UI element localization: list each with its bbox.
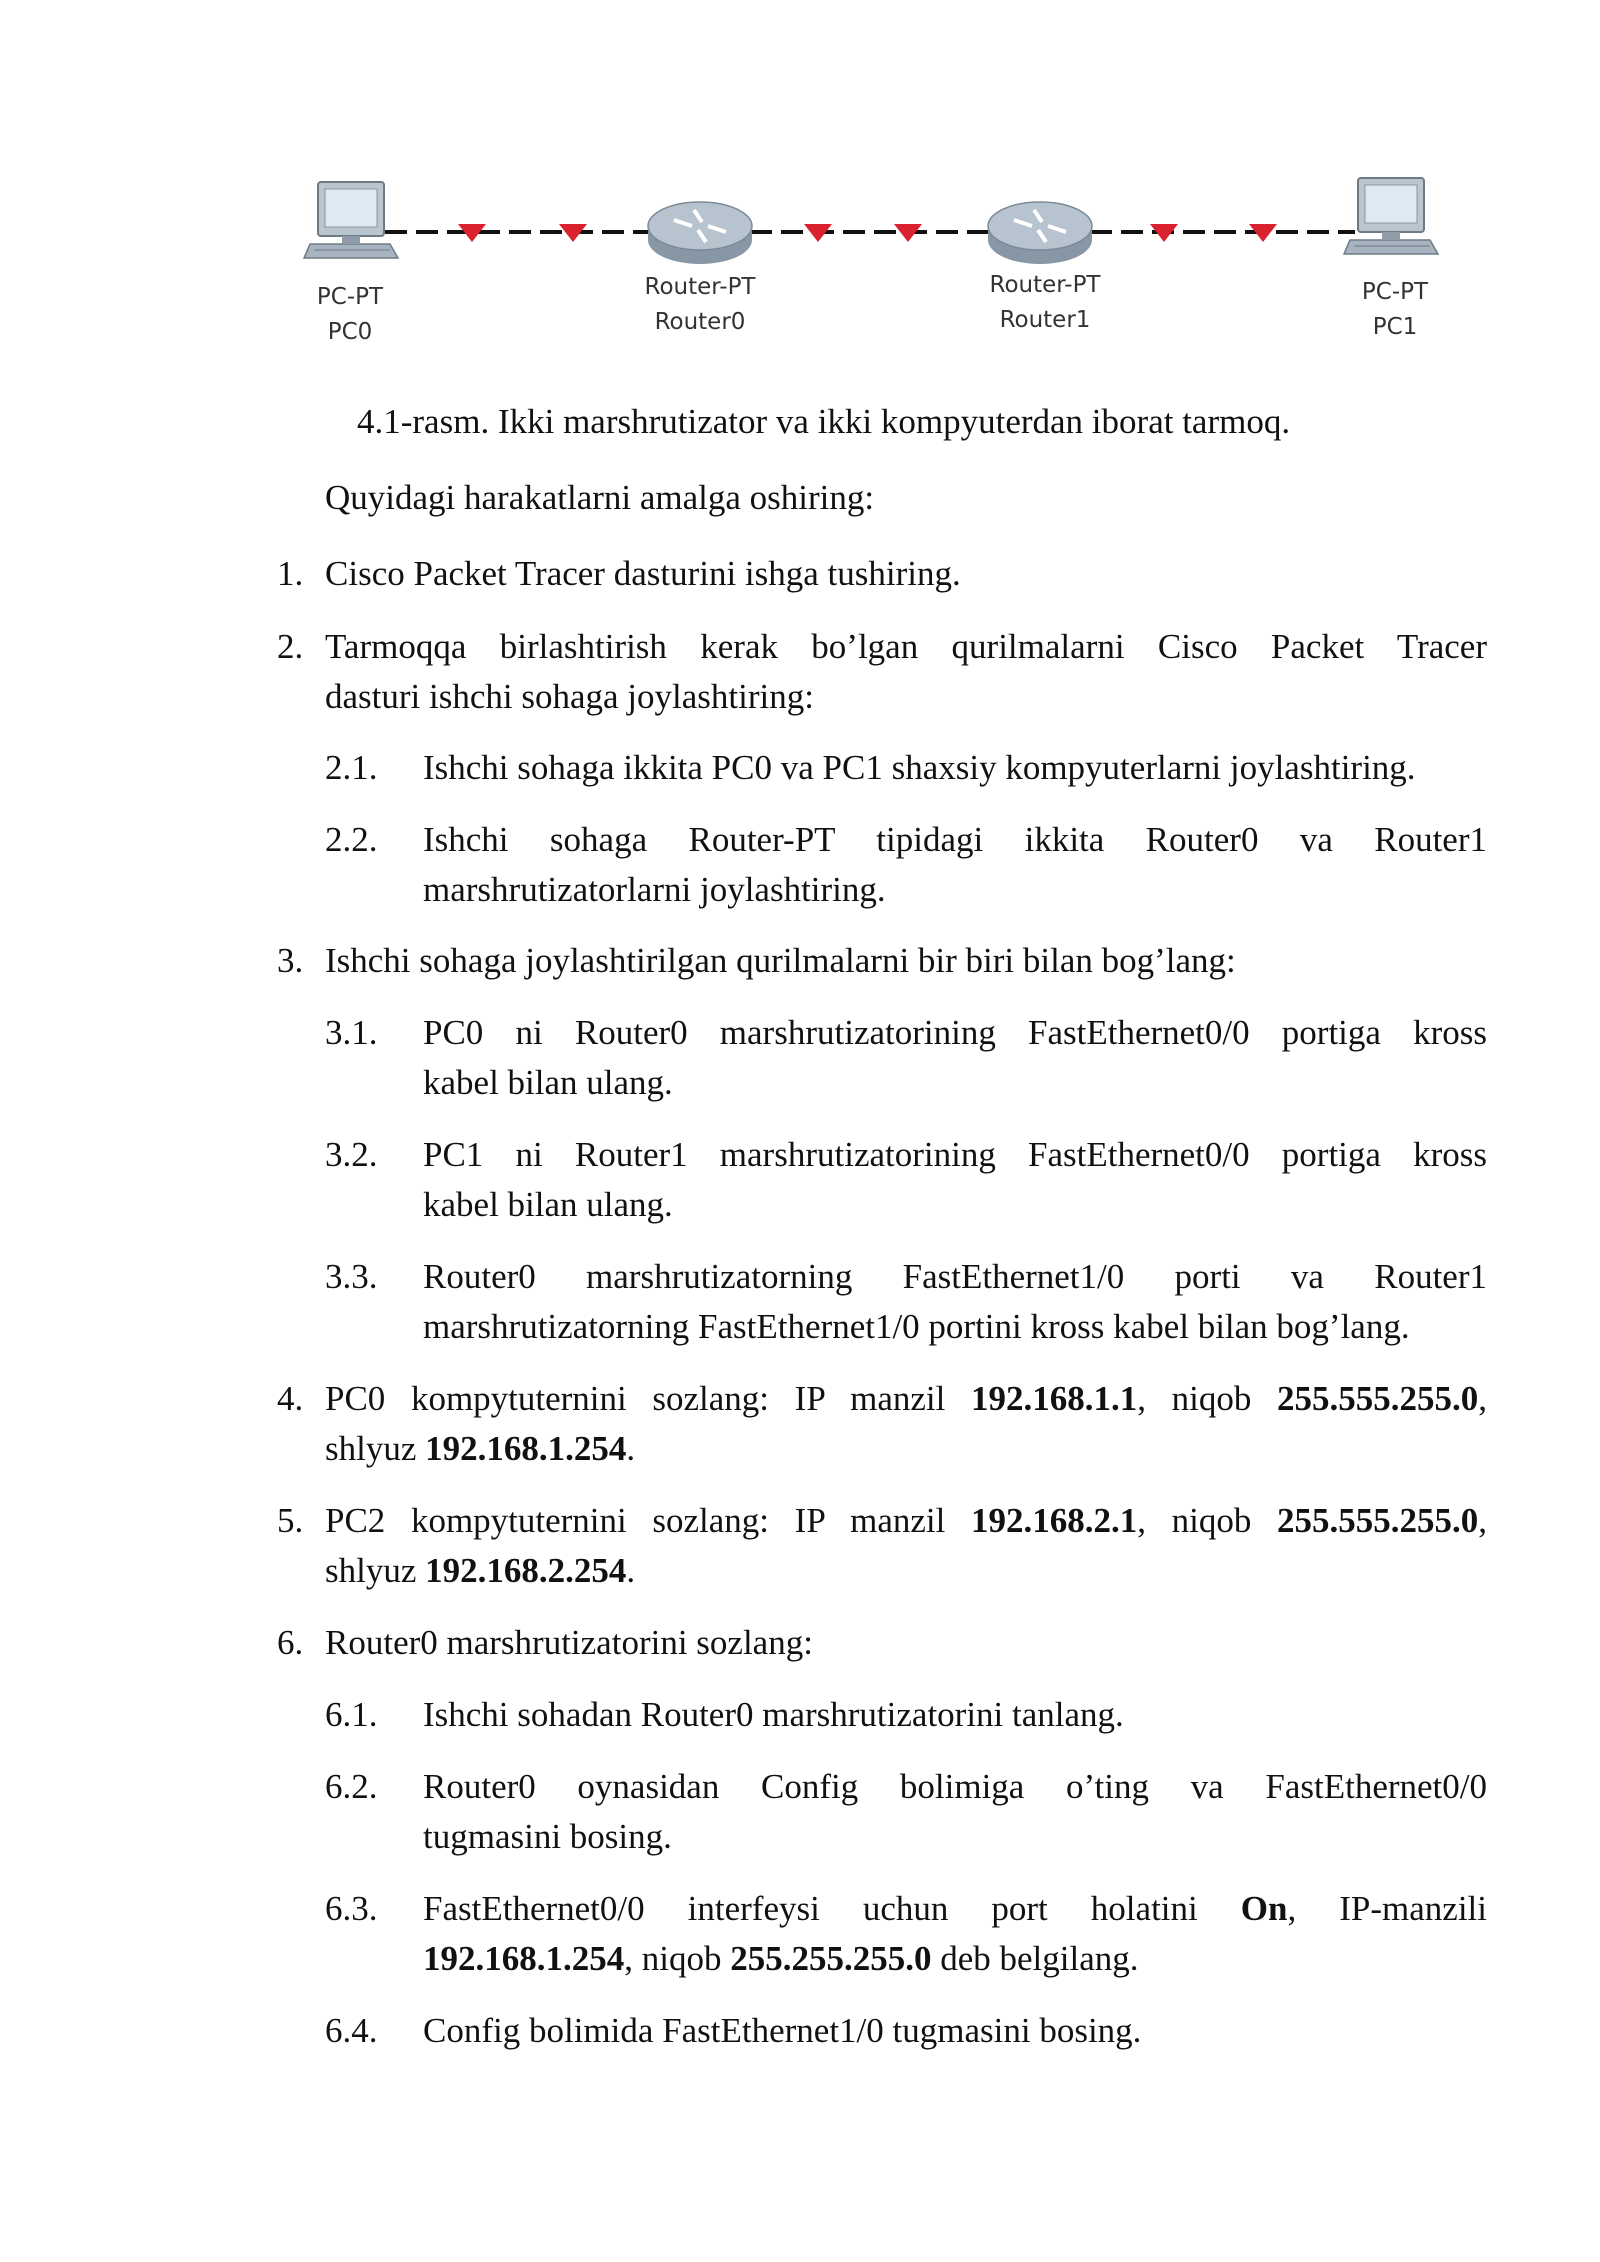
figure-caption: 4.1-rasm. Ikki marshrutizator va ikki kompyuterdan iborat tarmoq. xyxy=(357,402,1291,441)
router-icon xyxy=(648,202,752,264)
list-number: 4. xyxy=(277,1379,304,1418)
network-topology-figure xyxy=(280,170,1480,370)
list-number: 3.3. xyxy=(325,1257,378,1296)
list-item-1: Cisco Packet Tracer dasturini ishga tushiring. xyxy=(325,554,961,593)
list-item-3-3-line2: marshrutizatorning FastEthernet1/0 portini kross kabel bilan bog’lang. xyxy=(423,1307,1410,1346)
list-item-4-line2: shlyuz 192.168.1.254. xyxy=(325,1429,636,1468)
ip-address: 192.168.2.1 xyxy=(971,1501,1138,1540)
device-name-label: Router0 xyxy=(654,309,746,335)
list-number: 6.3. xyxy=(325,1889,378,1928)
device-label-pc0 xyxy=(270,280,430,350)
list-item-6-2-line1: Router0 oynasidan Config bolimiga o’ting va FastEthernet0/0 xyxy=(423,1767,1487,1806)
list-item-4-line1: PC0 kompytuternini sozlang: IP manzil 192.168.1.1, niqob 255.555.255.0, xyxy=(325,1379,1487,1418)
device-type-label: PC-PT xyxy=(1361,279,1429,305)
intro-text: Quyidagi harakatlarni amalga oshiring: xyxy=(325,478,875,517)
list-number: 2. xyxy=(277,627,304,666)
device-label-pc1 xyxy=(1315,275,1475,345)
list-number: 3.2. xyxy=(325,1135,378,1174)
list-number: 6. xyxy=(277,1623,304,1662)
list-item-3-3-line1: Router0 marshrutizatorning FastEthernet1/0 porti va Router1 xyxy=(423,1257,1487,1296)
device-type-label: PC-PT xyxy=(316,284,384,310)
list-item-2-2-line1: Ishchi sohaga Router-PT tipidagi ikkita Router0 va Router1 xyxy=(423,820,1487,859)
list-number: 6.2. xyxy=(325,1767,378,1806)
list-item-3: Ishchi sohaga joylashtirilgan qurilmalarni bir biri bilan bog’lang: xyxy=(325,941,1236,980)
device-label-router0 xyxy=(620,270,780,340)
list-item-6-4: Config bolimida FastEthernet1/0 tugmasini bosing. xyxy=(423,2011,1142,2050)
ip-address: 192.168.1.1 xyxy=(971,1379,1138,1418)
port-state: On xyxy=(1240,1889,1288,1928)
list-item-6-3-line1: FastEthernet0/0 interfeysi uchun port holatini On, IP-manzili xyxy=(423,1889,1488,1928)
list-item-2-1: Ishchi sohaga ikkita PC0 va PC1 shaxsiy kompyuterlarni joylashtiring. xyxy=(423,748,1416,787)
device-name-label: Router1 xyxy=(999,307,1091,333)
pc-icon xyxy=(1344,178,1438,254)
gateway-address: 192.168.1.254 xyxy=(425,1429,627,1468)
list-item-3-1-line1: PC0 ni Router0 marshrutizatorining FastEthernet0/0 portiga kross xyxy=(423,1013,1487,1052)
device-name-label: PC0 xyxy=(327,319,373,345)
list-item-6-3-line2: 192.168.1.254, niqob 255.255.255.0 deb belgilang. xyxy=(423,1939,1139,1978)
topology-links xyxy=(280,170,1480,290)
list-item-6-2-line2: tugmasini bosing. xyxy=(423,1817,672,1856)
ip-address: 192.168.1.254 xyxy=(423,1939,625,1978)
gateway-address: 192.168.2.254 xyxy=(425,1551,627,1590)
device-type-label: Router-PT xyxy=(989,272,1101,298)
pc-icon xyxy=(304,182,398,258)
list-number: 5. xyxy=(277,1501,304,1540)
list-item-5-line1: PC2 kompytuternini sozlang: IP manzil 192.168.2.1, niqob 255.555.255.0, xyxy=(325,1501,1487,1540)
list-item-6-1: Ishchi sohadan Router0 marshrutizatorini tanlang. xyxy=(423,1695,1124,1734)
list-item-2-line2: dasturi ishchi sohaga joylashtiring: xyxy=(325,677,814,716)
list-item-6: Router0 marshrutizatorini sozlang: xyxy=(325,1623,813,1662)
subnet-mask: 255.555.255.0 xyxy=(1277,1501,1479,1540)
list-number: 1. xyxy=(277,554,304,593)
device-label-router1 xyxy=(965,268,1125,338)
device-type-label: Router-PT xyxy=(644,274,756,300)
list-item-3-2-line2: kabel bilan ulang. xyxy=(423,1185,673,1224)
list-item-5-line2: shlyuz 192.168.2.254. xyxy=(325,1551,636,1590)
device-name-label: PC1 xyxy=(1372,314,1418,340)
list-item-2-2-line2: marshrutizatorlarni joylashtiring. xyxy=(423,870,886,909)
list-number: 3.1. xyxy=(325,1013,378,1052)
list-number: 2.2. xyxy=(325,820,378,859)
subnet-mask: 255.555.255.0 xyxy=(1277,1379,1479,1418)
list-item-3-1-line2: kabel bilan ulang. xyxy=(423,1063,673,1102)
list-number: 3. xyxy=(277,941,304,980)
list-number: 2.1. xyxy=(325,748,378,787)
list-number: 6.1. xyxy=(325,1695,378,1734)
list-item-3-2-line1: PC1 ni Router1 marshrutizatorining FastEthernet0/0 portiga kross xyxy=(423,1135,1487,1174)
list-number: 6.4. xyxy=(325,2011,378,2050)
router-icon xyxy=(988,202,1092,264)
list-item-2-line1: Tarmoqqa birlashtirish kerak bo’lgan qurilmalarni Cisco Packet Tracer xyxy=(325,627,1487,666)
subnet-mask: 255.255.255.0 xyxy=(730,1939,932,1978)
